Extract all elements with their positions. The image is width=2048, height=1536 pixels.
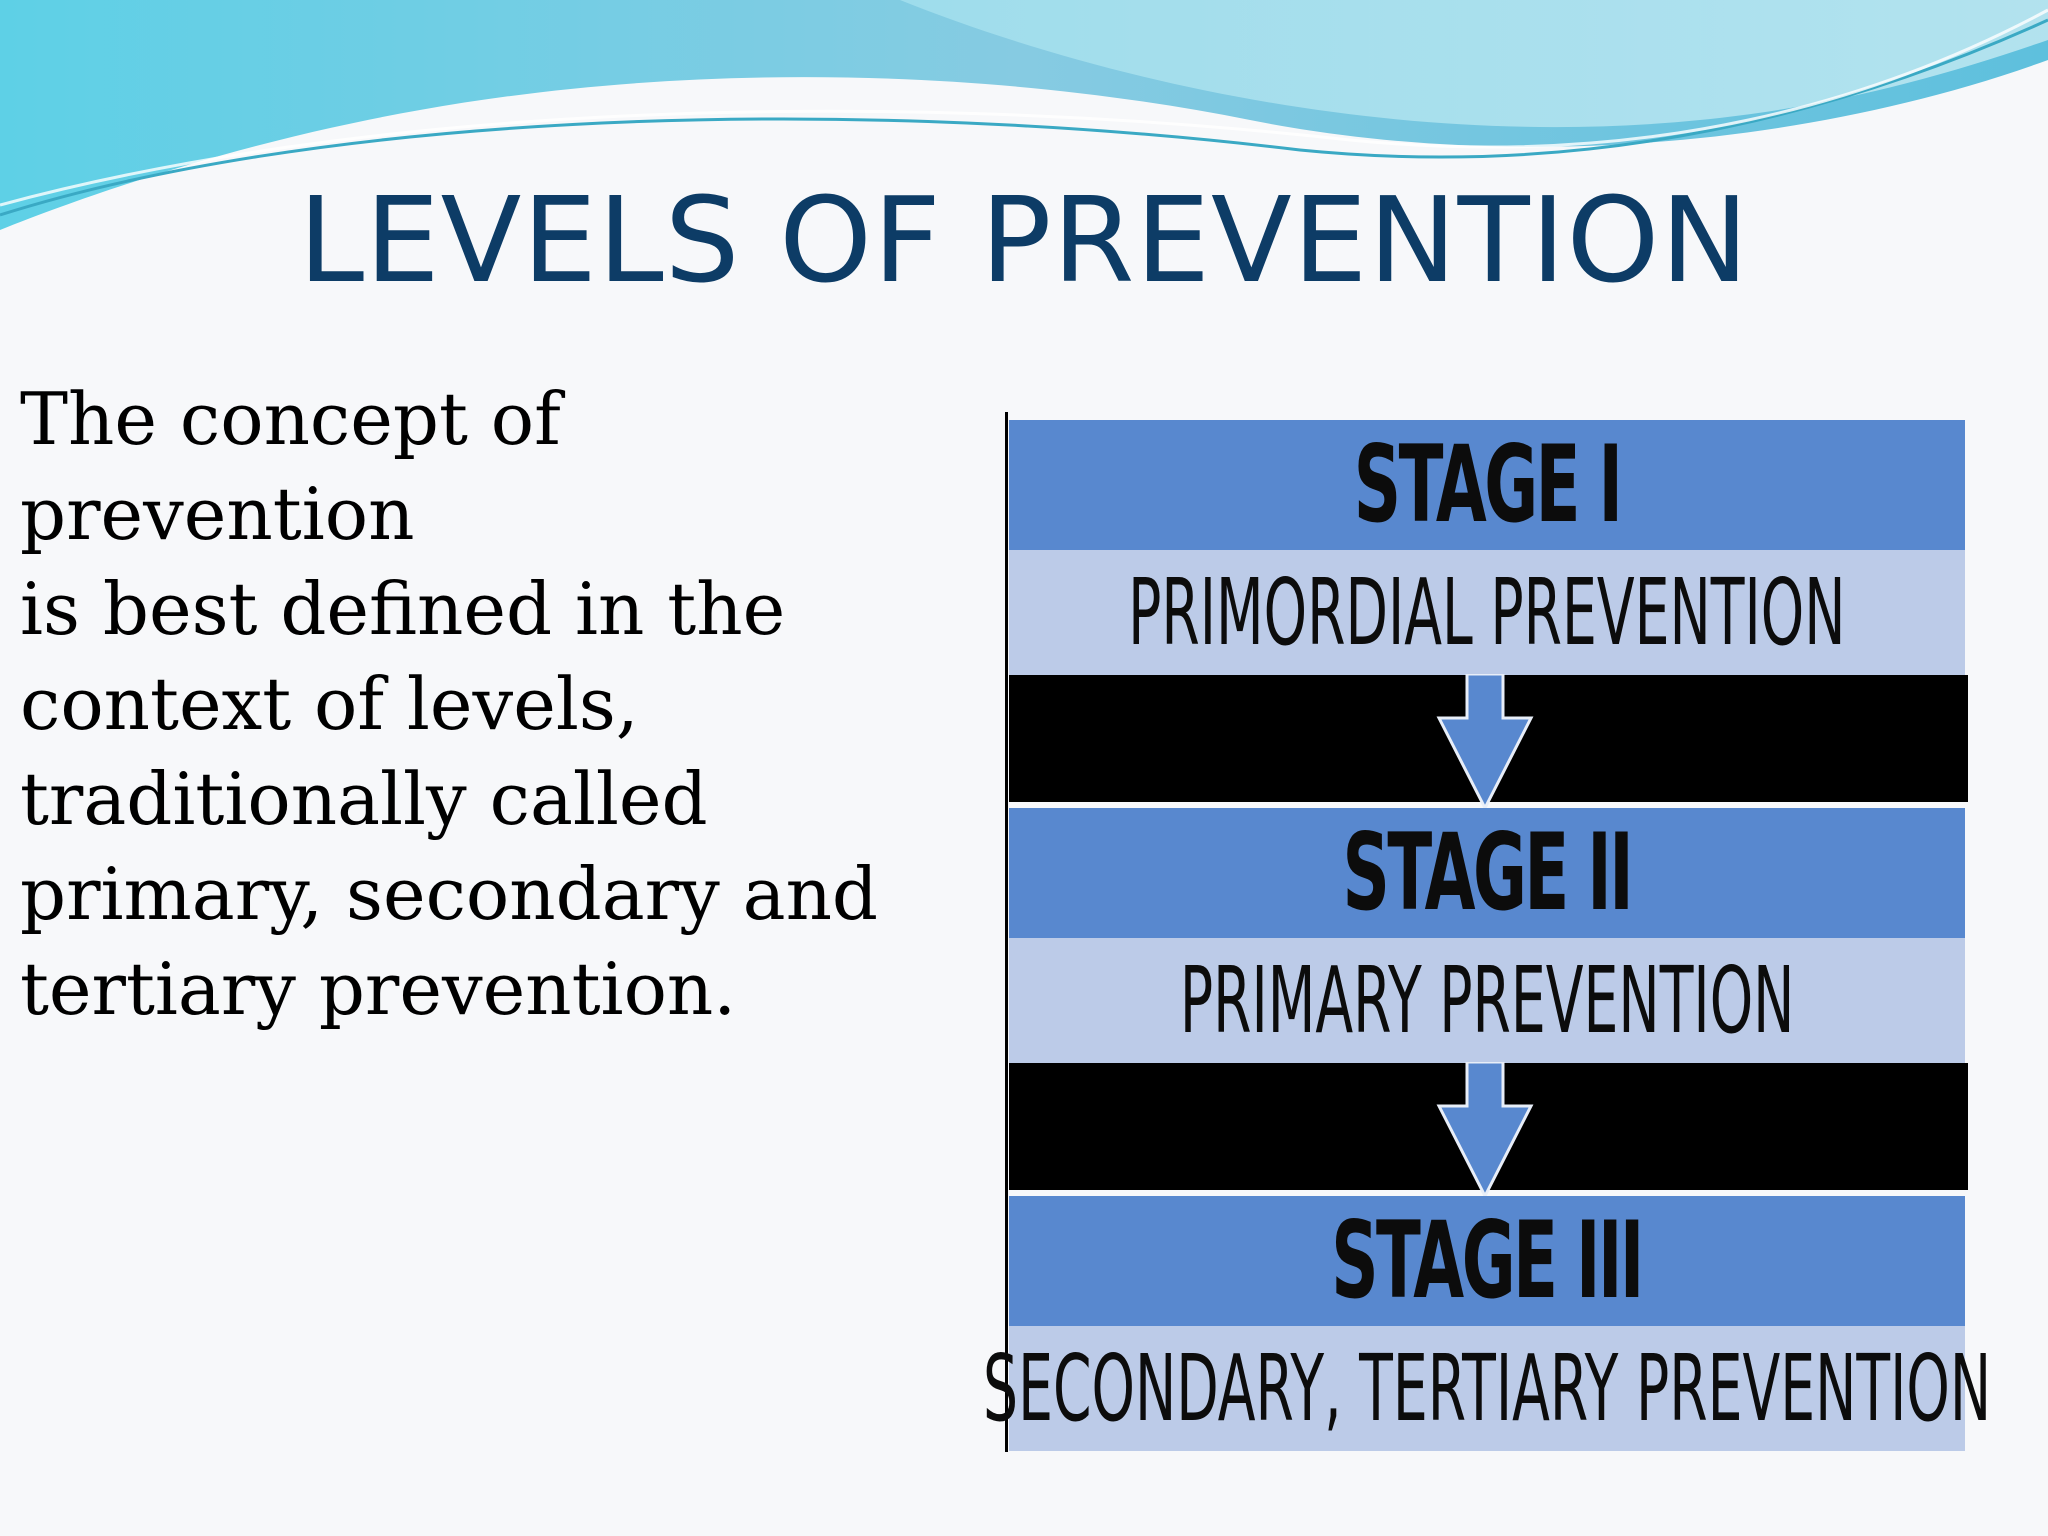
body-line: primary, secondary and [20, 852, 879, 936]
stage-2-label: PRIMARY PREVENTION [1179, 946, 1795, 1054]
stage-2-title: STAGE II [1342, 811, 1632, 934]
body-paragraph [20, 372, 970, 1037]
stage-3-label: SECONDARY, TERTIARY PREVENTION [982, 1334, 1992, 1442]
down-arrow-icon [1435, 674, 1535, 810]
body-line: The concept of prevention [20, 377, 561, 556]
body-line: tertiary prevention. [20, 947, 737, 1031]
stage-2-band [1009, 808, 1965, 938]
body-line: context of levels, [20, 662, 639, 746]
stage-3-label-band [982, 1326, 1992, 1451]
stage-1-label: PRIMORDIAL PREVENTION [1128, 558, 1846, 666]
down-arrow-icon [1435, 1062, 1535, 1198]
stage-1-title: STAGE I [1353, 423, 1621, 546]
stage-1-band [1009, 420, 1965, 550]
slide-title: LEVELS OF PREVENTION [298, 171, 1750, 309]
body-line: traditionally called [20, 757, 708, 841]
diagram-left-rule [1005, 412, 1008, 1452]
stage-3-title: STAGE III [1331, 1199, 1643, 1322]
stage-2-label-band [1009, 938, 1965, 1063]
stage-3-band [1009, 1196, 1965, 1326]
body-line: is best defined in the [20, 567, 786, 651]
stage-1-label-band [1009, 550, 1965, 675]
prevention-stages-diagram [982, 412, 1992, 1452]
